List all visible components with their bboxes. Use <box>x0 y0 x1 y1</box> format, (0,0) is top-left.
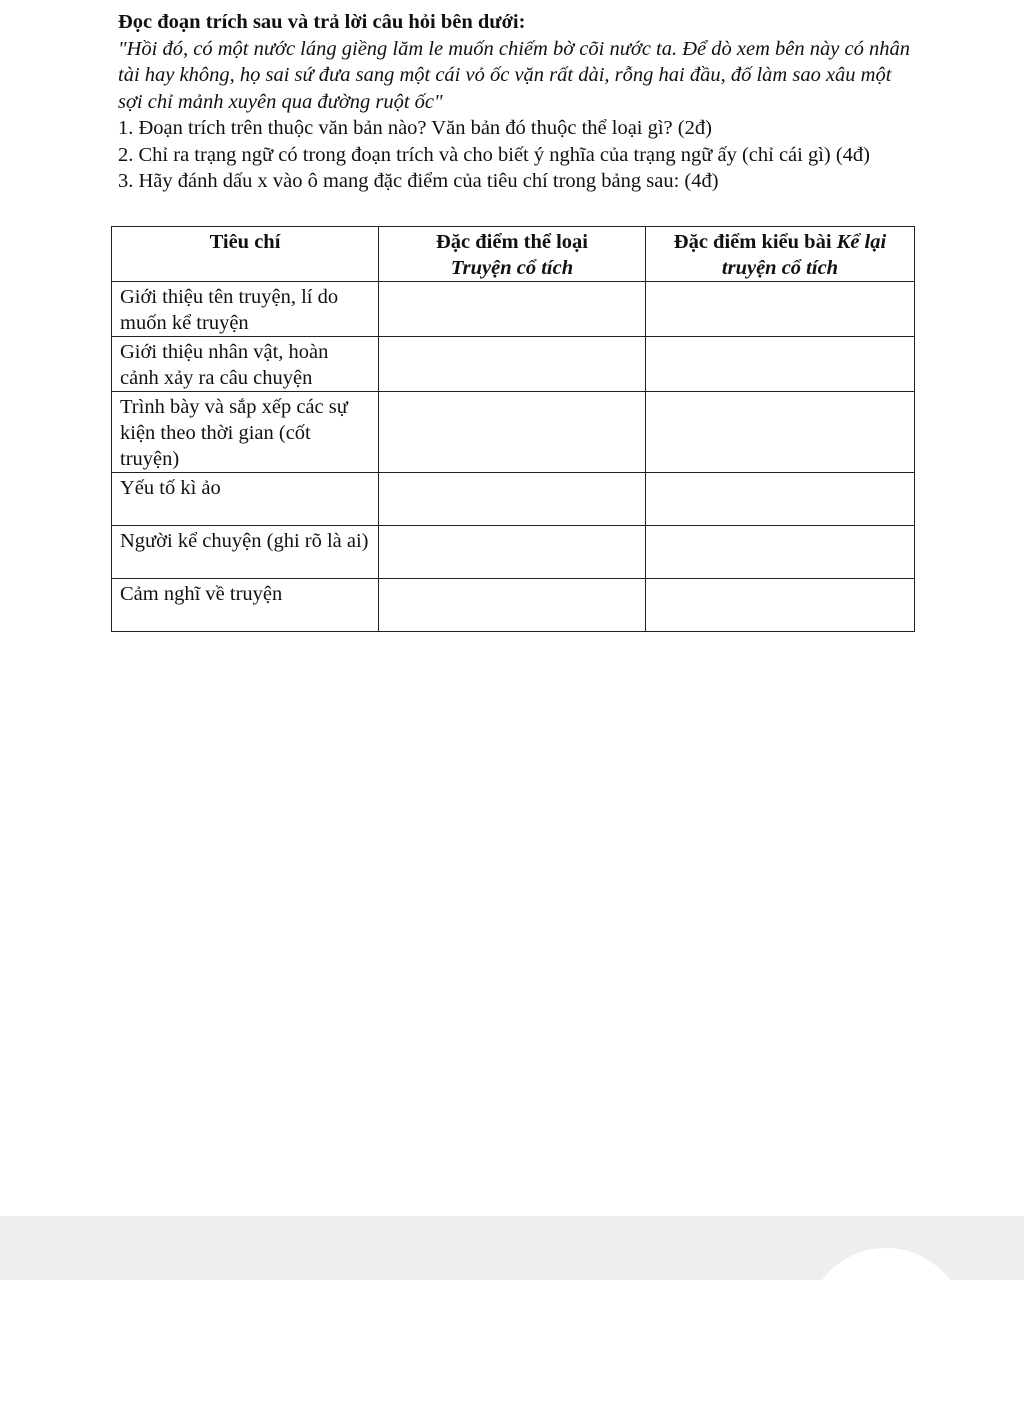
criterion-cell: Giới thiệu tên truyện, lí do muốn kể truyện <box>112 282 379 337</box>
criterion-cell: Trình bày và sắp xếp các sự kiện theo thời gian (cốt truyện) <box>112 392 379 473</box>
criterion-cell: Cảm nghĩ về truyện <box>112 579 379 632</box>
criterion-cell: Người kể chuyện (ghi rõ là ai) <box>112 526 379 579</box>
table-header-row <box>112 227 915 282</box>
criterion-cell: Giới thiệu nhân vật, hoàn cảnh xảy ra câu chuyện <box>112 337 379 392</box>
header-retell-em: Kể lại <box>836 231 887 253</box>
excerpt-quote: "Hồi đó, có một nước láng giềng lăm le muốn chiếm bờ cõi nước ta. Để dò xem bên này có nhân tài hay không, họ sai sứ đưa sang một cái vỏ ốc vặn rất dài, rỗng hai đầu, đố làm sao xâu một sợi chỉ mảnh xuyên qua đường ruột ốc" <box>118 37 910 113</box>
retell-mark-cell[interactable] <box>646 526 915 579</box>
header-retell-label: Đặc điểm kiểu bài <box>673 231 837 253</box>
table-row <box>112 282 915 337</box>
instruction-heading: Đọc đoạn trích sau và trả lời câu hỏi bên dưới: <box>118 11 526 33</box>
header-criteria <box>112 227 379 282</box>
genre-mark-cell[interactable] <box>379 282 646 337</box>
table-row <box>112 392 915 473</box>
header-retell-sub: truyện cổ tích <box>721 257 839 279</box>
criteria-table <box>111 226 915 632</box>
retell-mark-cell[interactable] <box>646 579 915 632</box>
header-genre-sub: Truyện cổ tích <box>450 257 574 279</box>
table-row <box>112 526 915 579</box>
genre-mark-cell[interactable] <box>379 473 646 526</box>
genre-mark-cell[interactable] <box>379 392 646 473</box>
table-row <box>112 579 915 632</box>
question-1: 1. Đoạn trích trên thuộc văn bản nào? Văn bản đó thuộc thể loại gì? (2đ) <box>118 117 712 139</box>
retell-mark-cell[interactable] <box>646 282 915 337</box>
question-3: 3. Hãy đánh dấu x vào ô mang đặc điểm của tiêu chí trong bảng sau: (4đ) <box>118 170 719 192</box>
genre-mark-cell[interactable] <box>379 337 646 392</box>
genre-mark-cell[interactable] <box>379 579 646 632</box>
table-row <box>112 473 915 526</box>
header-criteria-label: Tiêu chí <box>209 231 281 253</box>
retell-mark-cell[interactable] <box>646 337 915 392</box>
retell-mark-cell[interactable] <box>646 473 915 526</box>
genre-mark-cell[interactable] <box>379 526 646 579</box>
criterion-cell: Yếu tố kì ảo <box>112 473 379 526</box>
table-row <box>112 337 915 392</box>
document-body <box>118 9 918 195</box>
retell-mark-cell[interactable] <box>646 392 915 473</box>
floating-action-button[interactable] <box>806 1248 966 1408</box>
header-genre-label: Đặc điểm thể loại <box>435 231 589 253</box>
header-retell <box>646 227 915 282</box>
header-genre <box>379 227 646 282</box>
question-2: 2. Chỉ ra trạng ngữ có trong đoạn trích và cho biết ý nghĩa của trạng ngữ ấy (chỉ cái gì) (4đ) <box>118 143 871 166</box>
